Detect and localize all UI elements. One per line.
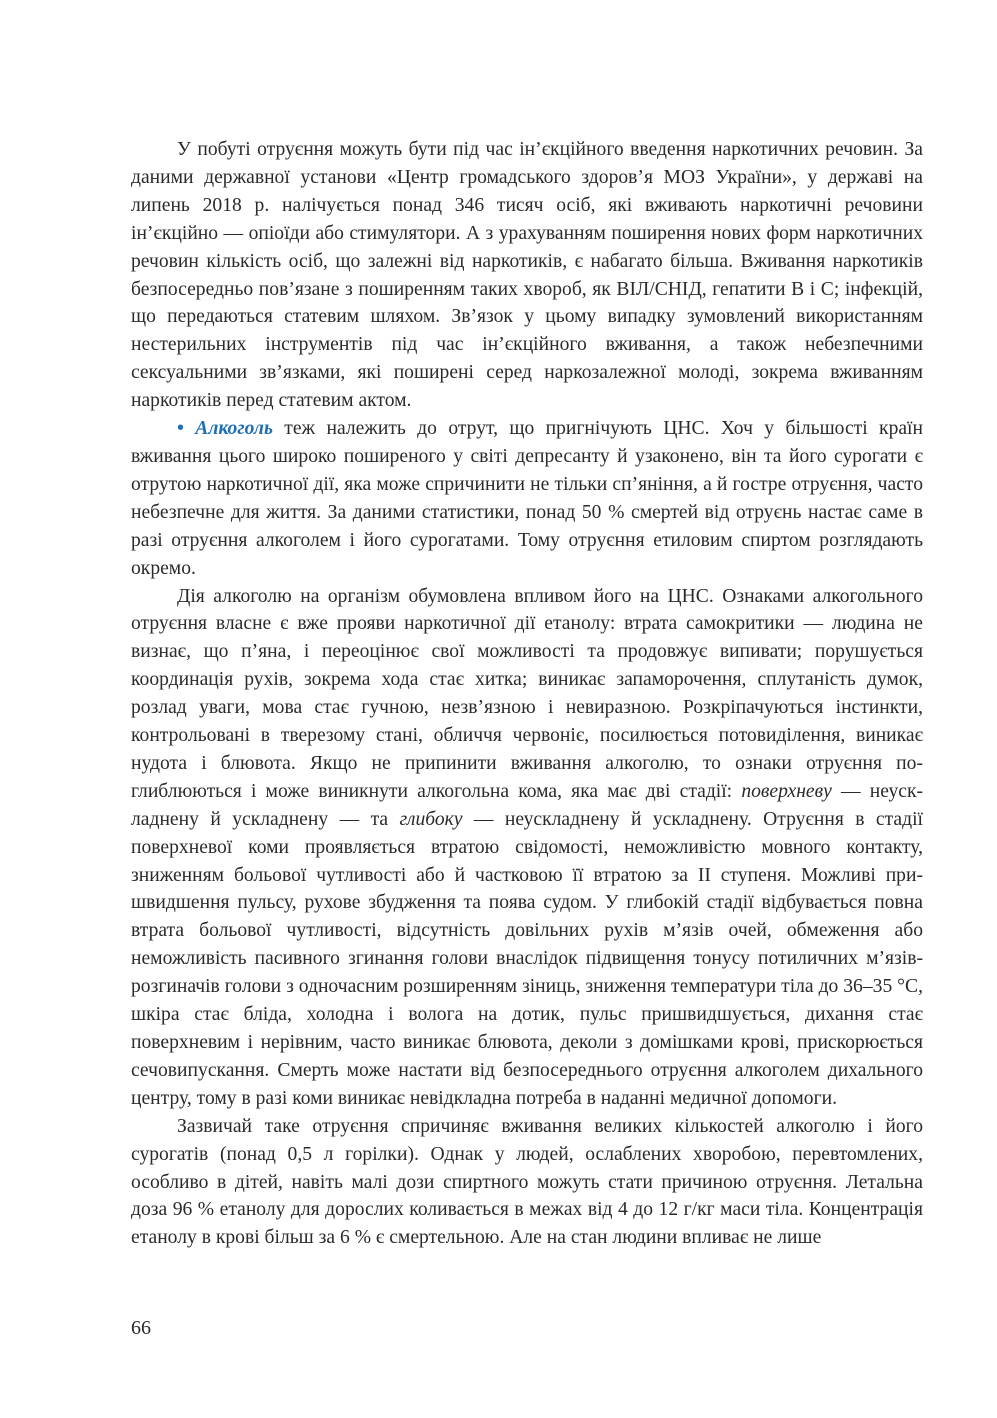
- page-number: 66: [131, 1317, 151, 1339]
- bullet-icon: •: [177, 418, 184, 440]
- paragraph-alcohol-effects: [131, 583, 923, 1113]
- paragraph-alcohol-intro-text: теж належить до отрут, що пригнічують ЦНС. Хоч у більшості країн вживання цього широко поширеного у світі депресанту й узаконено, він та його сурогати є отрутою наркотичної дії, яка може спричинити не тільки сп’яніння, а й гостре отруєння, часто небезпечне для життя. За даними статистики, понад 50 % смертей від отруєнь настає саме в разі отруєння алкоголем і його сурогатами. Тому отруєння етиловим спиртом розглядають окремо.: [131, 418, 923, 579]
- alcohol-effects-part3: — неускладнену й ускладнену. Отруєння в стадії поверхневої коми проявляється втратою свідомості, неможливістю мовного контакту, зниженням больової чутливості або й частковою її втратою за ІІ ступеня. Можливі пришвидшення пульсу, рухове збудження та поява судом. У глибокій стадії відбувається повна втрата больової чутливості, відсутність довільних рухів м’язів очей, обмеження або неможливість пасивного згинання голови внаслідок підвищення тонусу потиличних м’язів-розгиначів голови з одночасним розширенням зіниць, зниження температури тіла до 36–35 °С, шкіра стає бліда, холодна і волога на дотик, пульс пришвидшується, дихання стає поверхневим і нерівним, часто виникає блювота, деколи з домішками крові, прискорюється сечовипускання. Смерть може настати від безпосереднього отруєння алкоголем дихального центру, тому в разі коми виникає невідкладна потреба в наданні медичної допомоги.: [131, 808, 923, 1109]
- alcohol-effects-part2: — неускладнену й ускладнену — та: [131, 780, 924, 830]
- body-text: [131, 136, 923, 1252]
- term-superficial: поверхневу: [741, 780, 832, 802]
- paragraph-lethal-dose: Зазвичай таке отруєння спричиняє вживання великих кількостей алкоголю і його сурогатів (понад 0,5 л горілки). Однак у людей, ослаблених хворобою, перевтомлених, особливо в дітей, навіть малі дози спиртного можуть стати причиною отруєння. Летальна доза 96 % етанолу для дорослих коливається в межах від 4 до 12 г/кг маси тіла. Концентрація етанолу в крові більш за 6 % є смертельною. Але на стан людини впливає не лише: [131, 1115, 923, 1249]
- term-deep: глибоку: [399, 808, 463, 830]
- paragraph-injection-drugs: У побуті отруєння можуть бути під час ін’єкційного введення наркотичних речовин. За даними державної установи «Центр громадського здоров’я МОЗ України», у державі на липень 2018 р. налічується понад 346 тисяч осіб, які вживають наркотичні речовини ін’єкційно — опіоїди або стимулятори. А з урахуванням поширення нових форм наркотичних речовин кількість осіб, що залежні від наркотиків, є набагато більша. Вживання наркотиків безпосередньо пов’язане з поширенням таких хвороб, як ВІЛ/СНІД, гепатити В і С; інфекцій, що передаються статевим шляхом. Зв’язок у цьому випадку зумовлений використанням нестерильних інструментів під час ін’єкційного вживання, а також небезпечними сексуальними зв’язками, які поширені серед наркозалежної молоді, зокрема вживанням наркотиків перед статевим актом.: [131, 139, 923, 412]
- keyword-alcohol: Алкоголь: [195, 418, 273, 440]
- alcohol-effects-part1: Дія алкоголю на організм обумовлена впливом його на ЦНС. Ознаками алкогольного отруєння власне є вже прояви наркотичної дії етанолу: втрата самокритики — людина не визнає, що п’яна, і переоцінює свої можливості та продовжує випивати; порушується координація рухів, зокрема хода стає хитка; виникає запаморочення, сплутаність думок, розлад уваги, мова стає гучною, незв’язною і невиразною. Розкріпачуються інстинкти, контрольовані в тверезому стані, обличчя червоніє, посилюється потовиділення, виникає нудота і блювота. Якщо не припинити вживання алкоголю, то ознаки отруєння поглиблюються і може виникнути алкогольна кома, яка має дві стадії:: [131, 585, 923, 802]
- paragraph-alcohol-intro: [131, 415, 923, 582]
